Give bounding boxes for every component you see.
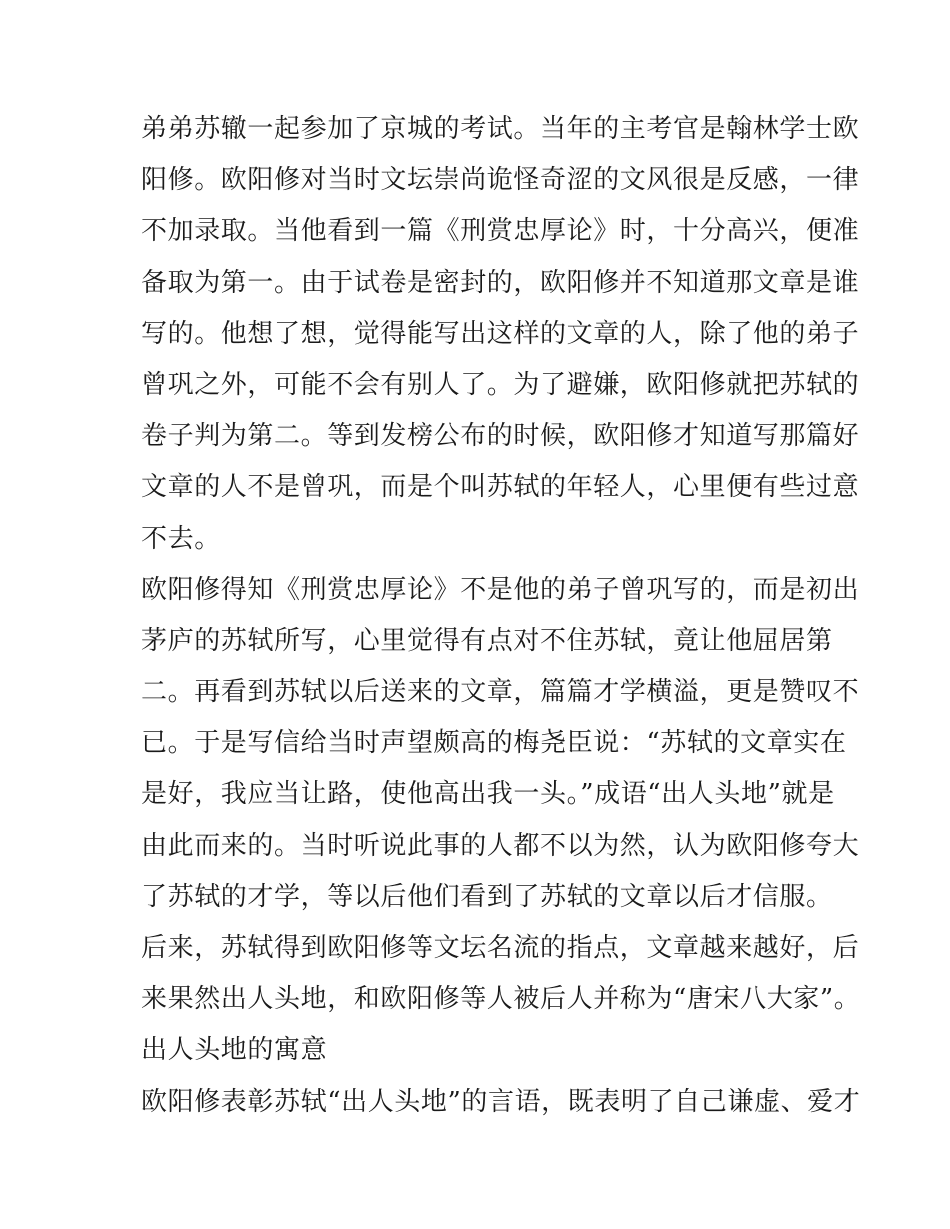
text-line: 来果然出人头地，和欧阳修等人被后人并称为“唐宋八大家”。 <box>141 984 861 1015</box>
text-line: 备取为第一。由于试卷是密封的，欧阳修并不知道那文章是谁 <box>141 267 860 298</box>
text-line: 已。于是写信给当时声望颇高的梅尧臣说：“苏轼的文章实在 <box>141 728 847 759</box>
text-line: 卷子判为第二。等到发榜公布的时候，欧阳修才知道写那篇好 <box>141 421 860 452</box>
text-line: 二。再看到苏轼以后送来的文章，篇篇才学横溢，更是赞叹不 <box>141 677 860 708</box>
text-line: 不去。 <box>141 523 221 554</box>
section-heading: 出人头地的寓意 <box>141 1035 328 1066</box>
text-line: 弟弟苏辙一起参加了京城的考试。当年的主考官是翰林学士欧 <box>141 114 860 144</box>
text-line: 曾巩之外，可能不会有别人了。为了避嫌，欧阳修就把苏轼的 <box>141 369 860 400</box>
text-line: 写的。他想了想，觉得能写出这样的文章的人，除了他的弟子 <box>141 318 860 349</box>
text-line: 了苏轼的才学，等以后他们看到了苏轼的文章以后才信服。 <box>141 881 833 912</box>
text-line: 由此而来的。当时听说此事的人都不以为然，认为欧阳修夸大 <box>141 830 860 861</box>
text-line: 后来，苏轼得到欧阳修等文坛名流的指点，文章越来越好，后 <box>141 933 860 963</box>
text-line: 茅庐的苏轼所写，心里觉得有点对不住苏轼，竟让他屈居第 <box>141 625 833 656</box>
text-line: 文章的人不是曾巩，而是个叫苏轼的年轻人，心里便有些过意 <box>141 472 860 503</box>
text-line: 不加录取。当他看到一篇《刑赏忠厚论》时，十分高兴，便准 <box>141 216 860 247</box>
text-line: 阳修。欧阳修对当时文坛崇尚诡怪奇涩的文风很是反感，一律 <box>141 165 860 196</box>
text-line: 欧阳修表彰苏轼“出人头地”的言语，既表明了自己谦虚、爱才 <box>141 1086 861 1117</box>
body-text <box>141 104 861 1128</box>
text-line: 是好，我应当让路，使他高出我一头。”成语“出人头地”就是 <box>141 779 835 810</box>
text-line: 欧阳修得知《刑赏忠厚论》不是他的弟子曾巩写的，而是初出 <box>141 574 860 605</box>
